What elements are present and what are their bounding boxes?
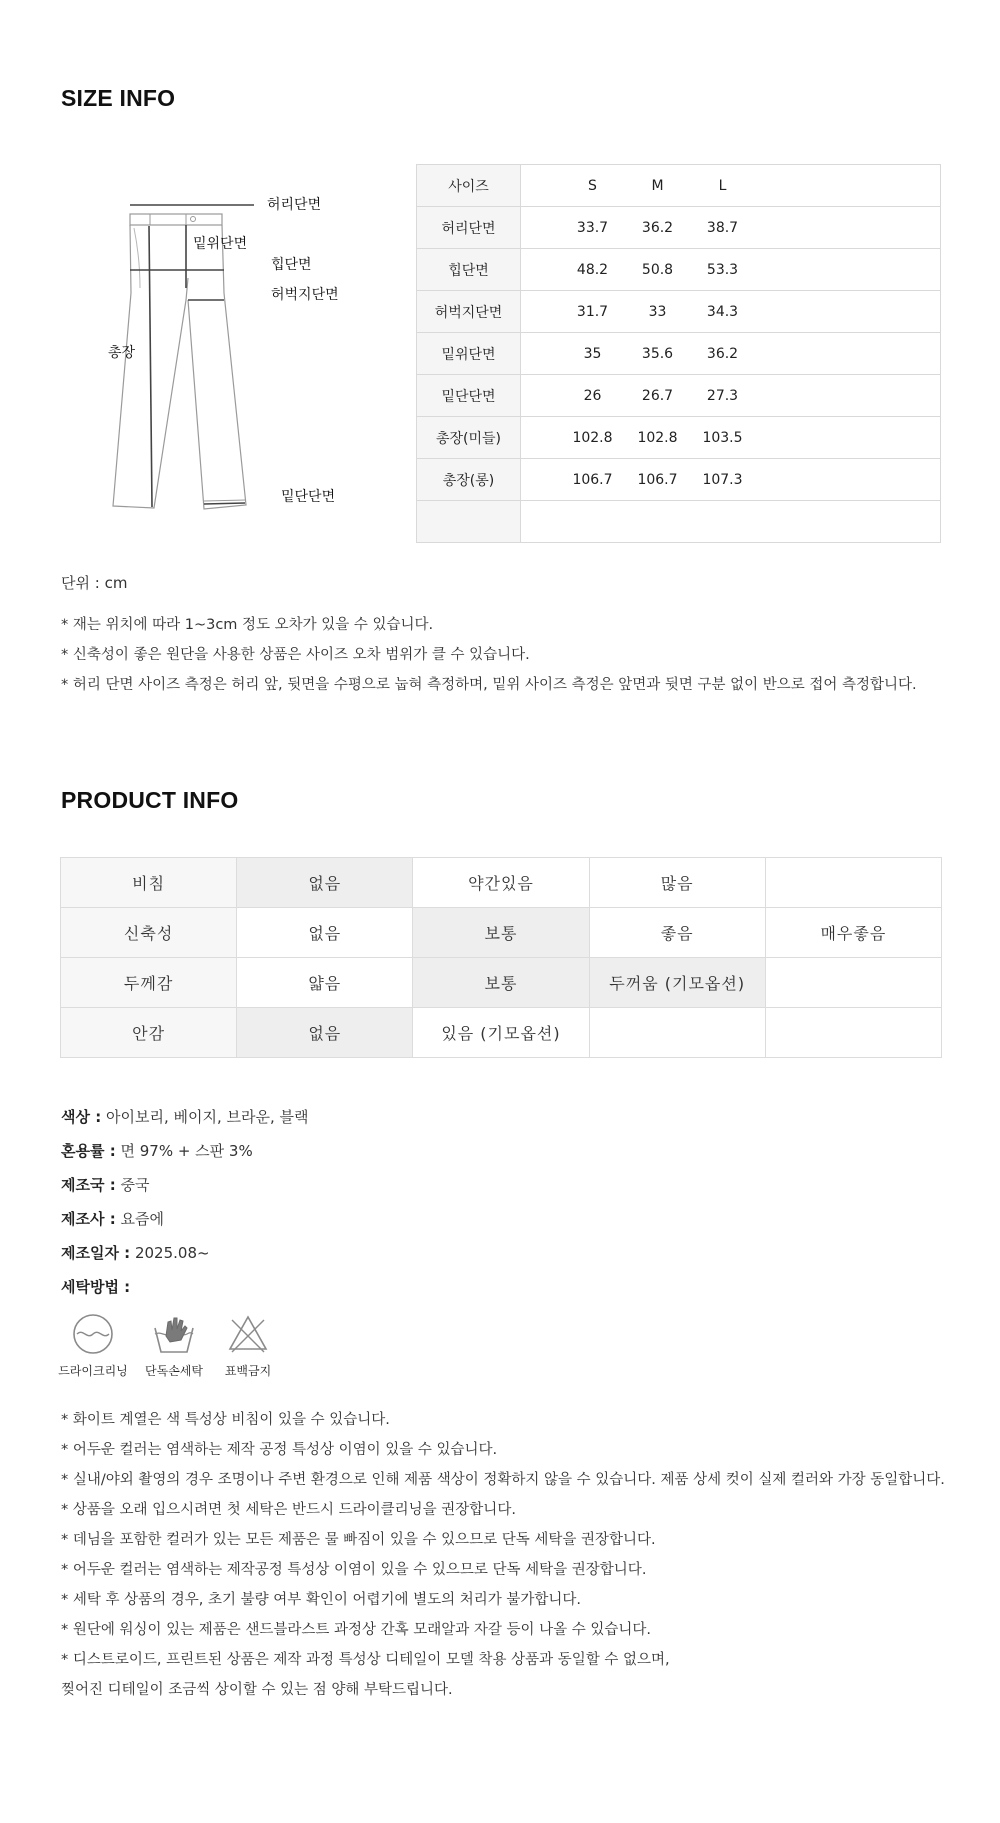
option-cell (589, 1008, 765, 1058)
option-cell: 있음 (기모옵션) (413, 1008, 589, 1058)
row-values (521, 291, 941, 333)
row-label: 총장(미들) (417, 417, 521, 459)
empty-cell (417, 501, 521, 543)
diagram-label-hip: 힙단면 (271, 257, 312, 273)
product-notes (61, 1405, 945, 1705)
row-label: 허벅지단면 (417, 291, 521, 333)
pants-measurement-diagram (100, 188, 360, 518)
care-item-hand-wash (134, 1312, 214, 1379)
note-item: * 신축성이 좋은 원단을 사용한 상품은 사이즈 오차 범위가 클 수 있습니다. (61, 647, 530, 663)
option-cell-selected: 보통 (413, 958, 589, 1008)
table-row (417, 333, 941, 375)
row-label: 비침 (61, 858, 237, 908)
spec-date (61, 1236, 308, 1270)
row-values (521, 375, 941, 417)
diagram-label-waist: 허리단면 (267, 197, 322, 213)
note-item: * 상품을 오래 입으시려면 첫 세탁은 반드시 드라이클리닝을 권장합니다. (61, 1502, 516, 1518)
value-cell: 26.7 (641, 387, 674, 404)
table-row (417, 375, 941, 417)
empty-cell (521, 501, 941, 543)
value-cell: 31.7 (576, 303, 609, 320)
row-label: 안감 (61, 1008, 237, 1058)
note-item: * 허리 단면 사이즈 측정은 허리 앞, 뒷면을 수평으로 눕혀 측정하며, 밑위 사이즈 측정은 앞면과 뒷면 구분 없이 반으로 접어 측정합니다. (61, 677, 917, 693)
care-label: 표백금지 (224, 1364, 272, 1378)
care-item-no-bleach (208, 1312, 288, 1379)
spec-washing (61, 1270, 308, 1304)
row-label: 밑위단면 (417, 333, 521, 375)
spec-value: 중국 (120, 1176, 150, 1194)
note-item: * 재는 위치에 따라 1~3cm 정도 오차가 있을 수 있습니다. (61, 617, 434, 633)
table-row (61, 1008, 942, 1058)
product-specs (61, 1100, 308, 1304)
value-cell: 35 (583, 345, 602, 362)
no-bleach-icon (226, 1312, 270, 1356)
value-cell: 36.2 (641, 219, 674, 236)
note-item: * 데님을 포함한 컬러가 있는 모든 제품은 물 빠짐이 있을 수 있으므로 단독 세탁을 권장합니다. (61, 1532, 656, 1548)
spec-key: 세탁방법 : (61, 1278, 131, 1296)
value-cell: 102.8 (637, 429, 678, 446)
value-cell: 103.5 (702, 429, 743, 446)
table-row (61, 908, 942, 958)
option-cell (765, 858, 941, 908)
value-cell: 107.3 (702, 471, 743, 488)
value-cell: 106.7 (572, 471, 613, 488)
dry-clean-icon (71, 1312, 115, 1356)
option-cell: 많음 (589, 858, 765, 908)
row-label: 허리단면 (417, 207, 521, 249)
value-cell: 106.7 (637, 471, 678, 488)
note-item: * 어두운 컬러는 염색하는 제작공정 특성상 이염이 있을 수 있으므로 단독 세탁을 권장합니다. (61, 1562, 647, 1578)
spec-value: 아이보리, 베이지, 브라운, 블랙 (105, 1108, 309, 1126)
size-notes (61, 610, 917, 700)
option-cell: 없음 (237, 908, 413, 958)
size-info-title: SIZE INFO (61, 85, 176, 111)
value-cell: 34.3 (706, 303, 739, 320)
value-cell: 33.7 (576, 219, 609, 236)
note-item: 찢어진 디테일이 조금씩 상이할 수 있는 점 양해 부탁드립니다. (61, 1682, 453, 1698)
care-label: 단독손세탁 (145, 1364, 203, 1378)
diagram-label-hem: 밑단단면 (281, 489, 336, 505)
row-label: 두께감 (61, 958, 237, 1008)
row-values (521, 207, 941, 249)
size-header-values (521, 165, 941, 207)
row-values (521, 249, 941, 291)
spec-key: 제조국 : (61, 1176, 116, 1194)
spec-color (61, 1100, 308, 1134)
option-cell-selected: 없음 (237, 858, 413, 908)
table-row (417, 207, 941, 249)
value-cell: 35.6 (641, 345, 674, 362)
spec-key: 제조일자 : (61, 1244, 131, 1262)
table-row (417, 417, 941, 459)
spec-value: 면 97% + 스판 3% (120, 1142, 253, 1160)
value-cell: 48.2 (576, 261, 609, 278)
diagram-label-thigh: 허벅지단면 (271, 287, 339, 303)
value-cell: 53.3 (706, 261, 739, 278)
diagram-label-length: 총장 (108, 345, 136, 361)
value-cell: 27.3 (706, 387, 739, 404)
unit-text: 단위 : cm (61, 574, 128, 592)
table-row (417, 459, 941, 501)
option-cell (765, 1008, 941, 1058)
care-item-dry-clean (53, 1312, 133, 1379)
spec-value: 요즘에 (120, 1210, 164, 1228)
product-info-title: PRODUCT INFO (61, 787, 239, 813)
size-header-m: M (651, 177, 664, 194)
size-header-l: L (718, 177, 727, 194)
value-cell: 36.2 (706, 345, 739, 362)
value-cell: 38.7 (706, 219, 739, 236)
table-row (61, 858, 942, 908)
table-row (417, 291, 941, 333)
option-cell-selected: 없음 (237, 1008, 413, 1058)
table-row (61, 958, 942, 1008)
row-label: 총장(롱) (417, 459, 521, 501)
row-values (521, 417, 941, 459)
note-item: * 어두운 컬러는 염색하는 제작 공정 특성상 이염이 있을 수 있습니다. (61, 1442, 498, 1458)
option-cell: 얇음 (237, 958, 413, 1008)
row-label: 힙단면 (417, 249, 521, 291)
value-cell: 26 (583, 387, 602, 404)
note-item: * 실내/야외 촬영의 경우 조명이나 주변 환경으로 인해 제품 색상이 정확하지 않을 수 있습니다. 제품 상세 컷이 실제 컬러와 가장 동일합니다. (61, 1472, 945, 1488)
option-cell: 매우좋음 (765, 908, 941, 958)
size-table-header-row (417, 165, 941, 207)
table-row-empty (417, 501, 941, 543)
diagram-label-rise: 밑위단면 (193, 236, 248, 252)
row-label: 신축성 (61, 908, 237, 958)
care-label: 드라이크리닝 (58, 1364, 128, 1378)
row-values (521, 459, 941, 501)
value-cell: 102.8 (572, 429, 613, 446)
spec-manufacturer (61, 1202, 308, 1236)
spec-key: 혼용률 : (61, 1142, 116, 1160)
note-item: * 화이트 계열은 색 특성상 비침이 있을 수 있습니다. (61, 1412, 390, 1428)
note-item: * 세탁 후 상품의 경우, 초기 불량 여부 확인이 어렵기에 별도의 처리가 불가합니다. (61, 1592, 581, 1608)
row-values (521, 333, 941, 375)
spec-country (61, 1168, 308, 1202)
spec-value: 2025.08~ (134, 1244, 210, 1262)
spec-material (61, 1134, 308, 1168)
spec-key: 제조사 : (61, 1210, 116, 1228)
hand-wash-icon (152, 1312, 196, 1356)
size-header-s: S (588, 177, 597, 194)
option-cell (765, 958, 941, 1008)
note-item: * 디스트로이드, 프린트된 상품은 제작 과정 특성상 디테일이 모델 착용 상품과 동일할 수 없으며, (61, 1652, 670, 1668)
size-table (416, 164, 941, 543)
row-label: 밑단단면 (417, 375, 521, 417)
option-cell: 약간있음 (413, 858, 589, 908)
option-cell-selected: 두꺼움 (기모옵션) (589, 958, 765, 1008)
note-item: * 원단에 워싱이 있는 제품은 샌드블라스트 과정상 간혹 모래알과 자갈 등이 나올 수 있습니다. (61, 1622, 652, 1638)
option-cell: 좋음 (589, 908, 765, 958)
value-cell: 50.8 (641, 261, 674, 278)
spec-key: 색상 : (61, 1108, 102, 1126)
size-header-label: 사이즈 (417, 165, 521, 207)
value-cell: 33 (648, 303, 667, 320)
table-row (417, 249, 941, 291)
product-info-table (60, 857, 942, 1058)
option-cell-selected: 보통 (413, 908, 589, 958)
